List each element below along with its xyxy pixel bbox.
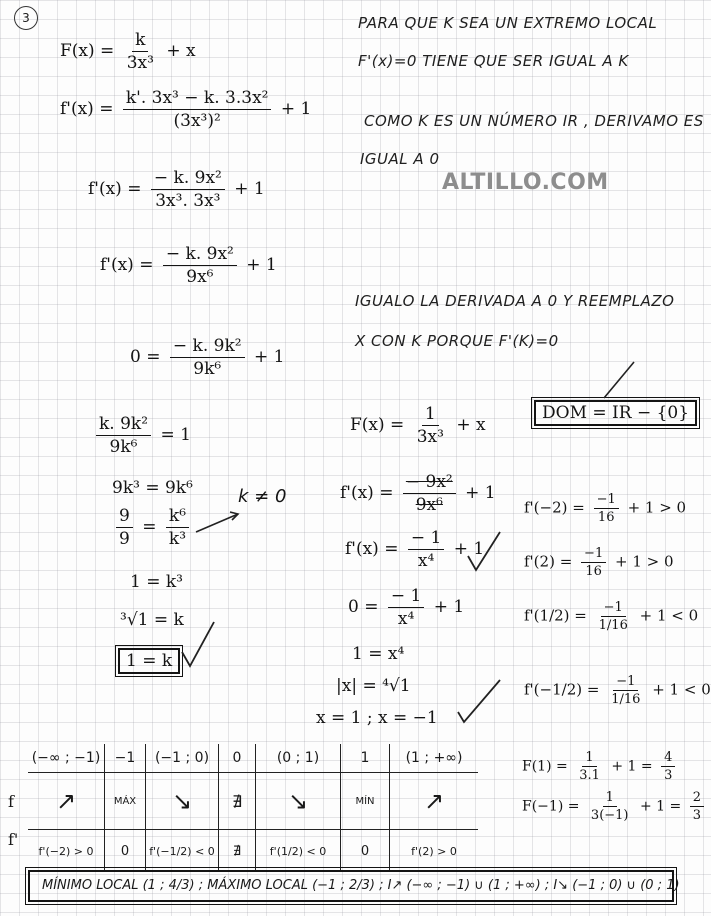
fraction-denominator: x⁴ (417, 551, 435, 571)
right-solutions: x = 1 ; x = −1 (316, 708, 438, 728)
interval-header: 0 (219, 744, 256, 773)
step-cube-root: ³√1 = k (120, 610, 184, 630)
fraction-denominator: 9k⁶ (109, 437, 138, 457)
fraction-numerator: − 1 (388, 586, 424, 608)
note-igualo-line1: IGUALO LA DERIVADA A 0 Y REEMPLAZO (355, 292, 675, 310)
fraction-denominator: 1/16 (598, 618, 628, 633)
fraction-numerator: k. 9k² (96, 414, 151, 436)
right-abs-root: |x| = ⁴√1 (336, 676, 411, 696)
step-tail: + 1 (246, 255, 277, 275)
fraction-denominator: x⁴ (397, 609, 415, 629)
conclusion-box: MÍNIMO LOCAL (1 ; 4/3) ; MÁXIMO LOCAL (−1 ; 2/3) ; I↗ (−∞ ; −1) ∪ (1 ; +∞) ; I↘ (−1 ; 0) ∪ (0 ; 1) (28, 870, 674, 902)
step-tail: + 1 (453, 539, 485, 559)
watermark: ALTILLO.COM (442, 170, 609, 195)
step-tail: + 1 (253, 347, 285, 367)
fraction-denominator: 3x³. 3x³ (155, 191, 221, 211)
step-function-tail: + x (166, 41, 196, 61)
note-numero-line2: IGUAL A 0 (360, 150, 440, 168)
check-icon (468, 532, 500, 570)
fraction-denominator: 9k⁶ (193, 359, 222, 379)
step-lhs: f'(x) = (345, 539, 399, 559)
fraction-numerator: 1 (582, 750, 596, 767)
value-tail: + 1 = (611, 758, 653, 775)
behavior-cell: ↗ (28, 773, 105, 830)
result-k-box: 1 = k (118, 648, 180, 674)
fraction-denominator: 3.1 (579, 768, 600, 783)
sign-cell: f'(2) > 0 (411, 844, 457, 858)
step-tail: + 1 (465, 483, 496, 503)
interval-header: 1 (341, 744, 390, 773)
note-k-nonzero: k ≠ 0 (238, 486, 287, 507)
value-lhs: F(−1) = (522, 798, 580, 815)
step-tail: + x (456, 415, 486, 435)
note-numero-line1: COMO K ES UN NÚMERO IR , DERIVAMO ES (364, 112, 704, 130)
test-tail: + 1 > 0 (627, 498, 687, 517)
fraction-numerator: k (132, 30, 148, 52)
interval-header: (−∞ ; −1) (28, 744, 105, 773)
step-lhs: f'(x) = (100, 255, 154, 275)
interval-header: −1 (105, 744, 146, 773)
fraction-denominator: 9x⁶ (415, 495, 443, 515)
step-lhs: 0 = (130, 347, 161, 367)
behavior-cell: MÁX (105, 773, 146, 830)
step-tail: + 1 (433, 597, 465, 617)
behavior-cell: MÍN (341, 773, 390, 830)
sign-cell: f'(−1/2) < 0 (146, 830, 219, 873)
step-lhs: f'(x) = (88, 179, 142, 199)
fraction-denominator: k³ (168, 529, 187, 549)
value-tail: + 1 = (639, 798, 682, 815)
check-icon (182, 622, 214, 666)
step-cross-multiply: 9k³ = 9k⁶ (112, 478, 193, 498)
sign-cell: f'(−2) > 0 (28, 830, 105, 873)
fraction-denominator: 3x³ (126, 53, 154, 73)
test-lhs: f'(2) = (524, 552, 573, 571)
fraction-denominator: 3x³ (416, 427, 444, 447)
fraction-numerator: − k. 9x² (151, 168, 225, 190)
fraction-denominator: 9x⁶ (186, 267, 214, 287)
sign-cell: f'(1/2) < 0 (256, 830, 341, 873)
fraction-numerator: −1 (601, 600, 626, 617)
test-tail: + 1 < 0 (639, 606, 699, 625)
step-lhs: f'(x) = (340, 483, 394, 503)
sign-table-f-label: f (8, 792, 14, 811)
sign-cell: ∄ (219, 830, 256, 873)
right-x-fourth: 1 = x⁴ (352, 644, 405, 664)
fraction-denominator: (3x³)² (173, 111, 221, 131)
fraction-numerator: − k. 9k² (170, 336, 245, 358)
behavior-cell: ↘ (256, 773, 341, 830)
test-lhs: f'(1/2) = (524, 606, 587, 625)
behavior-cell: ↘ (146, 773, 219, 830)
step-tail: + 1 (234, 179, 265, 199)
fraction-denominator: 9 (119, 529, 130, 549)
equals-sign: = (142, 517, 157, 537)
fraction-denominator: 16 (585, 564, 602, 579)
fraction-numerator: 4 (661, 750, 675, 767)
test-tail: + 1 > 0 (615, 552, 674, 571)
fraction-numerator: 9 (116, 506, 133, 528)
step-lhs: F(x) = (350, 415, 405, 435)
sign-table-fprime-label: f' (8, 830, 19, 849)
arrow-to-domain (604, 362, 634, 398)
fraction-denominator: 3 (692, 808, 701, 823)
fraction-numerator: − 9x² (403, 472, 456, 494)
fraction-numerator: 1 (422, 404, 439, 426)
test-lhs: f'(−2) = (524, 498, 585, 517)
interval-header: (0 ; 1) (256, 744, 341, 773)
interval-header: (−1 ; 0) (146, 744, 219, 773)
fraction-numerator: −1 (581, 546, 606, 563)
step-derivative-tail: + 1 (280, 99, 312, 119)
note-igualo-line2: X CON K PORQUE F'(K)=0 (355, 332, 559, 350)
step-lhs: 0 = (348, 597, 379, 617)
fraction-numerator: − k. 9x² (163, 244, 237, 266)
fraction-numerator: k'. 3x³ − k. 3.3x² (123, 88, 272, 110)
fraction-denominator: 3 (664, 768, 673, 783)
fraction-denominator: 16 (597, 510, 615, 525)
arrow-k-nonzero (196, 514, 238, 532)
step-function-lhs: F(x) = (60, 41, 115, 61)
sign-cell: 0 (105, 830, 146, 873)
fraction-numerator: −1 (613, 674, 638, 691)
sign-cell: 0 (341, 830, 390, 873)
fraction-numerator: −1 (594, 492, 619, 509)
note-extremo-line2: F'(x)=0 TIENE QUE SER IGUAL A K (358, 52, 629, 70)
fraction-denominator: 1/16 (611, 692, 641, 707)
fraction-numerator: − 1 (408, 528, 444, 550)
behavior-cell: ↗ (390, 773, 479, 830)
fraction-denominator: 3(−1) (590, 808, 629, 823)
behavior-cell: ∄ (219, 773, 256, 830)
problem-number: 3 (14, 6, 38, 30)
step-tail: = 1 (160, 425, 191, 445)
fraction-numerator: 2 (690, 790, 704, 807)
test-lhs: f'(−1/2) = (524, 680, 600, 699)
value-lhs: F(1) = (522, 758, 568, 775)
fraction-numerator: k⁶ (166, 506, 189, 528)
check-icon (458, 680, 500, 722)
step-k-cubed: 1 = k³ (130, 572, 183, 592)
domain-box: DOM = IR − {0} (534, 400, 697, 426)
note-extremo-line1: PARA QUE K SEA UN EXTREMO LOCAL (358, 14, 658, 32)
fraction-numerator: 1 (603, 790, 617, 807)
test-tail: + 1 < 0 (652, 680, 711, 699)
interval-header: (1 ; +∞) (390, 744, 479, 773)
step-derivative-lhs: f'(x) = (60, 99, 114, 119)
